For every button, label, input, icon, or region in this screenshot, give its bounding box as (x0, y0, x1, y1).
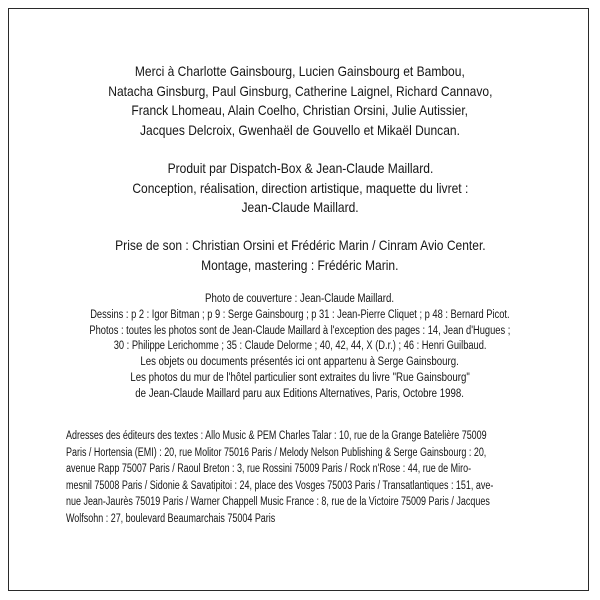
publishers-line: mesnil 75008 Paris / Sidonie & Savatipitoi : 24, place des Vosges 75003 Paris / Transatlantiques : 151, ave- (66, 479, 494, 492)
thanks-line: Natacha Ginsburg, Paul Ginsburg, Catherine Laignel, Richard Cannavo, (107, 82, 493, 99)
photo-credits-line: Les photos du mur de l'hôtel particulier sont extraites du livre "Rue Gainsbourg" (130, 371, 470, 384)
production-line: Jean-Claude Maillard. (241, 199, 359, 215)
production-line: Produit par Dispatch-Box & Jean-Claude Maillard. (167, 160, 433, 176)
recording-line: Montage, mastering : Frédéric Marin. (201, 256, 399, 273)
thanks-line: Franck Lhomeau, Alain Coelho, Christian Orsini, Julie Autissier, (131, 102, 469, 118)
photo-credits-line: Photos : toutes les photos sont de Jean-Claude Maillard à l'exception des pages : 14, Jean d'Hugues ; (89, 324, 511, 337)
photo-credits-line: Photo de couverture : Jean-Claude Maillard. (205, 293, 395, 305)
recording-paragraph (0, 236, 600, 275)
photo-credits-line: Dessins : p 2 : Igor Bitman ; p 9 : Serge Gainsbourg ; p 31 : Jean-Pierre Cliquet ; p 48 : Bernard Picot. (90, 308, 510, 321)
thanks-line: Merci à Charlotte Gainsbourg, Lucien Gainsbourg et Bambou, (135, 63, 465, 79)
publishers-line: avenue Rapp 75007 Paris / Raoul Breton : 3, rue Rossini 75009 Paris / Rock n'Rose : 44, rue de Miro- (66, 463, 472, 475)
publishers-line: Adresses des éditeurs des textes : Allo Music & PEM Charles Talar : 10, rue de la Grange Batelière 75009 (66, 430, 487, 442)
photo-credits-line: Les objets ou documents présentés ici ont appartenu à Serge Gainsbourg. (140, 356, 460, 369)
photo-credits-line: 30 : Philippe Lerichomme ; 35 : Claude Delorme ; 40, 42, 44, X (D.r.) ; 46 : Henri Guilbaud. (113, 340, 487, 353)
photo-credits-line: de Jean-Claude Maillard paru aux Editions Alternatives, Paris, Octobre 1998. (135, 387, 465, 400)
publishers-paragraph (66, 428, 556, 527)
thanks-paragraph (0, 62, 600, 140)
recording-line: Prise de son : Christian Orsini et Frédéric Marin / Cinram Avio Center. (114, 237, 486, 253)
publishers-line: nue Jean-Jaurès 75019 Paris / Warner Chappell Music France : 8, rue de la Victoire 75009 Paris / Jacques (66, 496, 490, 508)
production-paragraph (0, 159, 600, 218)
publishers-line: Wolfsohn : 27, boulevard Beaumarchais 75004 Paris (66, 512, 276, 525)
publishers-line: Paris / Hortensia (EMI) : 20, rue Molitor 75016 Paris / Melody Nelson Publishing & Serge Gainsbourg : 20, (66, 446, 487, 459)
production-line: Conception, réalisation, direction artistique, maquette du livret : (132, 179, 468, 196)
thanks-line: Jacques Delcroix, Gwenhaël de Gouvello et Mikaël Duncan. (140, 121, 460, 138)
photo-credits-paragraph (0, 292, 600, 403)
